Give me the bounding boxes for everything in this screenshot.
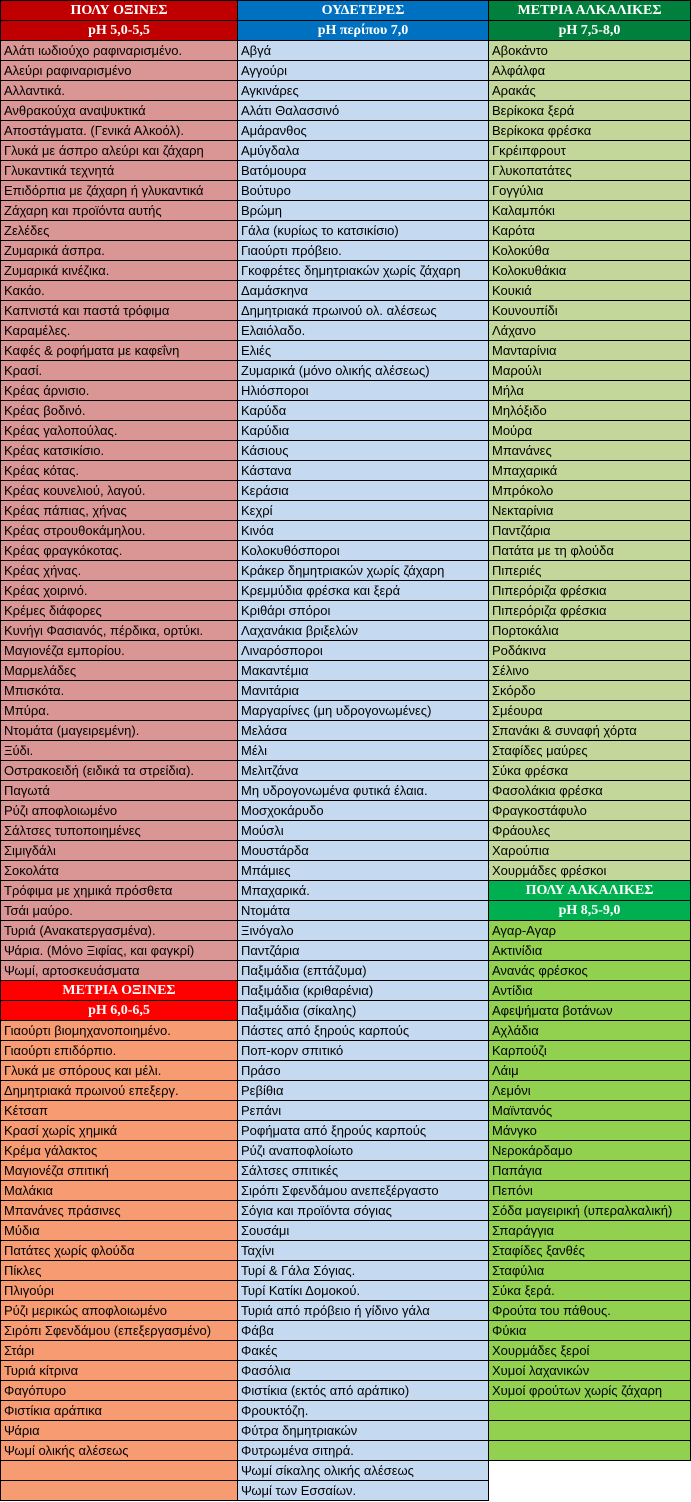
list-item: Κρέας χοιρινό. <box>0 581 238 601</box>
list-item: Καρπούζι <box>489 1041 691 1061</box>
neutral-ph: pH περίπου 7,0 <box>238 21 489 41</box>
list-item: Δαμάσκηνα <box>238 281 489 301</box>
acid-strong-ph: pH 5,0-5,5 <box>0 21 238 41</box>
list-item: Μανταρίνια <box>489 341 691 361</box>
list-item: Φυτρωμένα σιτηρά. <box>238 1441 489 1461</box>
list-item: Πιπερόριζα φρέσκια <box>489 601 691 621</box>
list-item: Σταφύλια <box>489 1261 691 1281</box>
list-item: Οστρακοειδή (ειδικά τα στρείδια). <box>0 761 238 781</box>
list-item: Παντζάρια <box>238 941 489 961</box>
list-item: Γάλα (κυρίως το κατσικίσιο) <box>238 221 489 241</box>
list-item: Μπρόκολο <box>489 481 691 501</box>
list-item: Ντομάτα (μαγειρεμένη). <box>0 721 238 741</box>
list-item <box>0 1461 238 1481</box>
list-item: Βούτυρο <box>238 181 489 201</box>
list-item: Γκοφρέτες δημητριακών χωρίς ζάχαρη <box>238 261 489 281</box>
list-item: Ζελέδες <box>0 221 238 241</box>
list-item: Ταχίνι <box>238 1241 489 1261</box>
list-item: Χαρούπια <box>489 841 691 861</box>
list-item: Αλφάλφα <box>489 61 691 81</box>
acid-strong-title: ΠΟΛΥ ΟΞΙΝΕΣ <box>0 0 238 21</box>
list-item: Μαγιονέζα εμπορίου. <box>0 641 238 661</box>
list-item: Κινόα <box>238 521 489 541</box>
list-item: Τυριά κίτρινα <box>0 1361 238 1381</box>
list-item: Κέτσαπ <box>0 1101 238 1121</box>
list-item: Κεχρί <box>238 501 489 521</box>
list-item: Μαλάκια <box>0 1181 238 1201</box>
list-item: Φιστίκια (εκτός από αράπικο) <box>238 1381 489 1401</box>
list-item <box>489 1441 691 1461</box>
list-item: Κουκιά <box>489 281 691 301</box>
list-item: Μακαντέμια <box>238 661 489 681</box>
list-item: Μπανάνες <box>489 441 691 461</box>
list-item: Σοκολάτα <box>0 861 238 881</box>
list-item: Τυριά (Ανακατεργασμένα). <box>0 921 238 941</box>
list-item: Αφεψήματα βοτάνων <box>489 1001 691 1021</box>
list-item: Κουνουπίδι <box>489 301 691 321</box>
list-item: Χυμοί φρούτων χωρίς ζάχαρη <box>489 1381 691 1401</box>
list-item: Παξιμάδια (κριθαρένια) <box>238 981 489 1001</box>
list-item: Κολοκύθα <box>489 241 691 261</box>
list-item: Σόδα μαγειρική (υπεραλκαλική) <box>489 1201 691 1221</box>
list-item: Κρέας πάπιας, χήνας <box>0 501 238 521</box>
list-item: Καφές & ροφήματα με καφεΐνη <box>0 341 238 361</box>
list-item: Κρεμμύδια φρέσκα και ξερά <box>238 581 489 601</box>
list-item: Ζυμαρικά κινέζικα. <box>0 261 238 281</box>
list-item: Γιαούρτι επιδόρπιο. <box>0 1041 238 1061</box>
list-item: Μηλόξιδο <box>489 401 691 421</box>
acid-moderate-list <box>0 1021 238 1501</box>
list-item: Ψωμί των Εσσαίων. <box>238 1481 489 1501</box>
neutral-title: ΟΥΔΕΤΕΡΕΣ <box>238 0 489 21</box>
list-item: Αλεύρι ραφιναρισμένο <box>0 61 238 81</box>
list-item: Κρέμες διάφορες <box>0 601 238 621</box>
list-item: Σιρόπι Σφενδάμου (επεξεργασμένο) <box>0 1321 238 1341</box>
list-item: Σιμιγδάλι <box>0 841 238 861</box>
list-item: Σκόρδο <box>489 681 691 701</box>
list-item: Αχλάδια <box>489 1021 691 1041</box>
list-item: Φασολάκια φρέσκα <box>489 781 691 801</box>
list-item: Ζάχαρη και προϊόντα αυτής <box>0 201 238 221</box>
list-item: Ροφήματα από ξηρούς καρπούς <box>238 1121 489 1141</box>
list-item: Σύκα φρέσκα <box>489 761 691 781</box>
list-item: Γιαούρτι πρόβειο. <box>238 241 489 261</box>
list-item: Κρασί χωρίς χημικά <box>0 1121 238 1141</box>
list-item: Μαρμελάδες <box>0 661 238 681</box>
list-item: Ξινόγαλο <box>238 921 489 941</box>
list-item: Βερίκοκα ξερά <box>489 101 691 121</box>
list-item: Μπύρα. <box>0 701 238 721</box>
list-item: Λάχανο <box>489 321 691 341</box>
list-item: Μούσλι <box>238 821 489 841</box>
list-item: Ζυμαρικά (μόνο ολικής αλέσεως) <box>238 361 489 381</box>
list-item: Πορτοκάλια <box>489 621 691 641</box>
list-item: Κρέας στρουθοκάμηλου. <box>0 521 238 541</box>
list-item: Πιπερόριζα φρέσκια <box>489 581 691 601</box>
list-item: Μπαχαρικά. <box>238 881 489 901</box>
list-item: Γκρέιπφρουτ <box>489 141 691 161</box>
list-item: Παγωτά <box>0 781 238 801</box>
list-item: Γιαούρτι βιομηχανοποιημένο. <box>0 1021 238 1041</box>
list-item: Μανιτάρια <box>238 681 489 701</box>
list-item: Αντίδια <box>489 981 691 1001</box>
list-item: Μήλα <box>489 381 691 401</box>
list-item: Μοσχοκάρυδο <box>238 801 489 821</box>
list-item: Αμάρανθος <box>238 121 489 141</box>
list-item: Γλυκά με σπόρους και μέλι. <box>0 1061 238 1081</box>
list-item: Κράκερ δημητριακών χωρίς ζάχαρη <box>238 561 489 581</box>
list-item: Κακάο. <box>0 281 238 301</box>
list-item: Ζυμαρικά άσπρα. <box>0 241 238 261</box>
list-item: Μάνγκο <box>489 1121 691 1141</box>
list-item: Πιπεριές <box>489 561 691 581</box>
list-item: Ψωμί ολικής αλέσεως <box>0 1441 238 1461</box>
list-item: Σταφίδες ξανθές <box>489 1241 691 1261</box>
alk-moderate-title: ΜΕΤΡΙΑ ΑΛΚΑΛΙΚΕΣ <box>489 0 691 21</box>
list-item: Αλλαντικά. <box>0 81 238 101</box>
list-item: Κυνήγι Φασιανός, πέρδικα, ορτύκι. <box>0 621 238 641</box>
list-item: Τρόφιμα με χημικά πρόσθετα <box>0 881 238 901</box>
list-item: Παξιμάδια (επτάζυμα) <box>238 961 489 981</box>
list-item: Πίκλες <box>0 1261 238 1281</box>
list-item: Μαϊντανός <box>489 1101 691 1121</box>
alk-strong-title: ΠΟΛΥ ΑΛΚΑΛΙΚΕΣ <box>489 881 691 901</box>
list-item: Ρύζι μερικώς αποφλοιωμένο <box>0 1301 238 1321</box>
list-item: Σπαράγγια <box>489 1221 691 1241</box>
list-item: Κρέας γαλοπούλας. <box>0 421 238 441</box>
list-item: Πλιγούρι <box>0 1281 238 1301</box>
alkaline-column <box>489 0 691 1461</box>
list-item: Χυμοί λαχανικών <box>489 1361 691 1381</box>
list-item: Χουρμάδες φρέσκοι <box>489 861 691 881</box>
list-item: Μούρα <box>489 421 691 441</box>
list-item: Μύδια <box>0 1221 238 1241</box>
list-item: Αγκινάρες <box>238 81 489 101</box>
list-item: Φάβα <box>238 1321 489 1341</box>
list-item: Χουρμάδες ξεροί <box>489 1341 691 1361</box>
list-item: Ψάρια. (Μόνο Ξιφίας, και φαγκρί) <box>0 941 238 961</box>
list-item: Μπαχαρικά <box>489 461 691 481</box>
list-item: Αγαρ-Αγαρ <box>489 921 691 941</box>
list-item: Αρακάς <box>489 81 691 101</box>
list-item: Φιστίκια αράπικα <box>0 1401 238 1421</box>
list-item: Σταφίδες μαύρες <box>489 741 691 761</box>
list-item: Σμέουρα <box>489 701 691 721</box>
list-item: Κρέας κότας. <box>0 461 238 481</box>
list-item: Γογγύλια <box>489 181 691 201</box>
list-item: Καρύδα <box>238 401 489 421</box>
list-item: Καρύδια <box>238 421 489 441</box>
list-item: Σέλινο <box>489 661 691 681</box>
list-item: Σόγια και προϊόντα σόγιας <box>238 1201 489 1221</box>
list-item: Κολοκυθόσποροι <box>238 541 489 561</box>
alk-strong-ph: pH 8,5-9,0 <box>489 901 691 921</box>
list-item: Φασόλια <box>238 1361 489 1381</box>
list-item: Βρώμη <box>238 201 489 221</box>
list-item: Γλυκά με άσπρο αλεύρι και ζάχαρη <box>0 141 238 161</box>
list-item: Ροδάκινα <box>489 641 691 661</box>
list-item: Ξύδι. <box>0 741 238 761</box>
list-item: Σουσάμι <box>238 1221 489 1241</box>
list-item: Μπανάνες πράσινες <box>0 1201 238 1221</box>
list-item: Ρύζι αναποφλοίωτο <box>238 1141 489 1161</box>
list-item: Νεροκάρδαμο <box>489 1141 691 1161</box>
list-item: Ψάρια <box>0 1421 238 1441</box>
list-item: Ψωμί, αρτοσκευάσματα <box>0 961 238 981</box>
list-item: Τυρί & Γάλα Σόγιας. <box>238 1261 489 1281</box>
list-item: Κάστανα <box>238 461 489 481</box>
list-item: Σιρόπι Σφενδάμου ανεπεξέργαστο <box>238 1181 489 1201</box>
list-item: Φακές <box>238 1341 489 1361</box>
list-item: Ρύζι αποφλοιωμένο <box>0 801 238 821</box>
list-item: Κριθάρι σπόροι <box>238 601 489 621</box>
list-item: Ρεβίθια <box>238 1081 489 1101</box>
list-item: Καπνιστά και παστά τρόφιμα <box>0 301 238 321</box>
list-item: Ελαιόλαδο. <box>238 321 489 341</box>
list-item: Κρέας χήνας. <box>0 561 238 581</box>
list-item: Ψωμί σίκαλης ολικής αλέσεως <box>238 1461 489 1481</box>
list-item: Ανθρακούχα αναψυκτικά <box>0 101 238 121</box>
list-item: Κρέας κουνελιού, λαγού. <box>0 481 238 501</box>
list-item: Αλάτι ιωδιούχο ραφιναρισμένο. <box>0 41 238 61</box>
list-item: Κρέας φραγκόκοτας. <box>0 541 238 561</box>
acid-moderate-ph: pH 6,0-6,5 <box>0 1001 238 1021</box>
list-item: Φρουκτόζη. <box>238 1401 489 1421</box>
list-item: Μπάμιες <box>238 861 489 881</box>
list-item: Αλάτι Θαλασσινό <box>238 101 489 121</box>
list-item: Πάστες από ξηρούς καρπούς <box>238 1021 489 1041</box>
list-item: Καρότα <box>489 221 691 241</box>
list-item: Κρέας κατσικίσιο. <box>0 441 238 461</box>
list-item: Ακτινίδια <box>489 941 691 961</box>
list-item: Αμύγδαλα <box>238 141 489 161</box>
list-item: Μέλι <box>238 741 489 761</box>
list-item: Δημητριακά πρωινού επεξεργ. <box>0 1081 238 1101</box>
list-item: Κολοκυθάκια <box>489 261 691 281</box>
list-item <box>489 1421 691 1441</box>
list-item: Μελάσα <box>238 721 489 741</box>
list-item: Κρέας άρνισιο. <box>0 381 238 401</box>
list-item: Βερίκοκα φρέσκα <box>489 121 691 141</box>
list-item: Λάιμ <box>489 1061 691 1081</box>
list-item: Γλυκοπατάτες <box>489 161 691 181</box>
list-item: Σάλτσες σπιτικές <box>238 1161 489 1181</box>
acidic-column <box>0 0 238 1501</box>
list-item: Επιδόρπια με ζάχαρη ή γλυκαντικά <box>0 181 238 201</box>
list-item: Αγγούρι <box>238 61 489 81</box>
list-item: Μαρούλι <box>489 361 691 381</box>
list-item: Μαγιονέζα σπιτική <box>0 1161 238 1181</box>
list-item: Φύτρα δημητριακών <box>238 1421 489 1441</box>
neutral-list <box>238 41 489 1501</box>
list-item: Τυρί Κατίκι Δομοκού. <box>238 1281 489 1301</box>
list-item: Νεκταρίνια <box>489 501 691 521</box>
list-item: Μελιτζάνα <box>238 761 489 781</box>
list-item: Πεπόνι <box>489 1181 691 1201</box>
list-item: Δημητριακά πρωινού ολ. αλέσεως <box>238 301 489 321</box>
neutral-column <box>238 0 489 1501</box>
list-item: Ηλιόσποροι <box>238 381 489 401</box>
list-item: Φαγόπυρο <box>0 1381 238 1401</box>
list-item: Κάσιους <box>238 441 489 461</box>
list-item: Παντζάρια <box>489 521 691 541</box>
list-item: Λεμόνι <box>489 1081 691 1101</box>
list-item: Παξιμάδια (σίκαλης) <box>238 1001 489 1021</box>
list-item: Μουστάρδα <box>238 841 489 861</box>
list-item: Τσάι μαύρο. <box>0 901 238 921</box>
list-item: Ποπ-κορν σπιτικό <box>238 1041 489 1061</box>
list-item: Σύκα ξερά. <box>489 1281 691 1301</box>
list-item: Φρούτα του πάθους. <box>489 1301 691 1321</box>
list-item: Πατάτα με τη φλούδα <box>489 541 691 561</box>
list-item: Σπανάκι & συναφή χόρτα <box>489 721 691 741</box>
list-item: Ρεπάνι <box>238 1101 489 1121</box>
list-item: Ντομάτα <box>238 901 489 921</box>
list-item: Πράσο <box>238 1061 489 1081</box>
list-item <box>0 1481 238 1501</box>
list-item: Σάλτσες τυποποιημένες <box>0 821 238 841</box>
list-item: Λαχανάκια βριξελών <box>238 621 489 641</box>
list-item: Γλυκαντικά τεχνητά <box>0 161 238 181</box>
list-item: Λιναρόσποροι <box>238 641 489 661</box>
list-item: Ανανάς φρέσκος <box>489 961 691 981</box>
list-item: Καλαμπόκι <box>489 201 691 221</box>
list-item: Μπισκότα. <box>0 681 238 701</box>
list-item: Καραμέλες. <box>0 321 238 341</box>
list-item: Αβγά <box>238 41 489 61</box>
list-item: Στάρι <box>0 1341 238 1361</box>
list-item: Μη υδρογονωμένα φυτικά έλαια. <box>238 781 489 801</box>
list-item: Ελιές <box>238 341 489 361</box>
list-item: Κρασί. <box>0 361 238 381</box>
list-item: Φραγκοστάφυλο <box>489 801 691 821</box>
list-item: Παπάγια <box>489 1161 691 1181</box>
acid-strong-list <box>0 41 238 981</box>
acid-moderate-title: ΜΕΤΡΙΑ ΟΞΙΝΕΣ <box>0 981 238 1001</box>
alk-moderate-ph: pH 7,5-8,0 <box>489 21 691 41</box>
list-item: Μαργαρίνες (μη υδρογονωμένες) <box>238 701 489 721</box>
list-item: Φύκια <box>489 1321 691 1341</box>
list-item: Κεράσια <box>238 481 489 501</box>
list-item: Κρέας βοδινό. <box>0 401 238 421</box>
list-item <box>489 1401 691 1421</box>
list-item: Αποστάγματα. (Γενικά Αλκοόλ). <box>0 121 238 141</box>
alk-strong-list <box>489 921 691 1461</box>
list-item: Πατάτες χωρίς φλούδα <box>0 1241 238 1261</box>
list-item: Αβοκάντο <box>489 41 691 61</box>
list-item: Κρέμα γάλακτος <box>0 1141 238 1161</box>
list-item: Φράουλες <box>489 821 691 841</box>
list-item: Τυριά από πρόβειο ή γίδινο γάλα <box>238 1301 489 1321</box>
alk-moderate-list <box>489 41 691 881</box>
list-item: Βατόμουρα <box>238 161 489 181</box>
